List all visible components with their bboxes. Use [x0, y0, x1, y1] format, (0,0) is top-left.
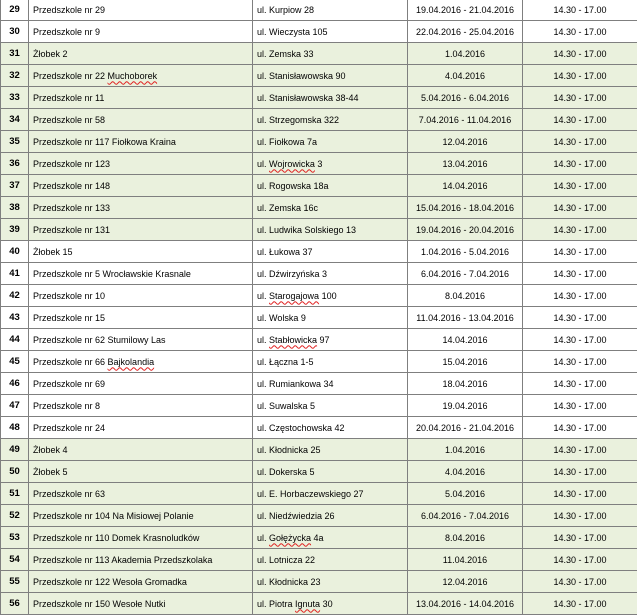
duty-dates: 13.04.2016 - 14.04.2016	[408, 593, 523, 615]
spellcheck-marked-word: Stabłowicka	[269, 334, 318, 345]
facility-address: ul. Wolska 9	[253, 307, 408, 329]
table-row	[1, 373, 637, 395]
facility-name: Przedszkole nr 58	[29, 109, 253, 131]
row-number: 51	[1, 483, 29, 505]
facility-name: Przedszkole nr 24	[29, 417, 253, 439]
facility-address: ul. E. Horbaczewskiego 27	[253, 483, 408, 505]
facility-address: ul. Rumiankowa 34	[253, 373, 408, 395]
row-number: 40	[1, 241, 29, 263]
schedule-table-body	[1, 0, 637, 615]
facility-name: Żłobek 5	[29, 461, 253, 483]
duty-hours: 14.30 - 17.00	[523, 153, 637, 175]
duty-hours: 14.30 - 17.00	[523, 483, 637, 505]
table-row	[1, 109, 637, 131]
duty-hours: 14.30 - 17.00	[523, 373, 637, 395]
table-row	[1, 571, 637, 593]
row-number: 43	[1, 307, 29, 329]
duty-dates: 6.04.2016 - 7.04.2016	[408, 263, 523, 285]
facility-address: ul. Kłodnicka 25	[253, 439, 408, 461]
table-row	[1, 175, 637, 197]
facility-name: Żłobek 4	[29, 439, 253, 461]
facility-name: Przedszkole nr 123	[29, 153, 253, 175]
facility-name: Przedszkole nr 22 Muchoborek	[29, 65, 253, 87]
facility-address: ul. Niedźwiedzia 26	[253, 505, 408, 527]
duty-hours: 14.30 - 17.00	[523, 505, 637, 527]
duty-hours: 14.30 - 17.00	[523, 241, 637, 263]
duty-hours: 14.30 - 17.00	[523, 21, 637, 43]
duty-dates: 7.04.2016 - 11.04.2016	[408, 109, 523, 131]
duty-dates: 1.04.2016 - 5.04.2016	[408, 241, 523, 263]
facility-name: Przedszkole nr 5 Wrocławskie Krasnale	[29, 263, 253, 285]
row-number: 50	[1, 461, 29, 483]
facility-name: Przedszkole nr 122 Wesoła Gromadka	[29, 571, 253, 593]
facility-name: Przedszkole nr 117 Fiołkowa Kraina	[29, 131, 253, 153]
table-row	[1, 219, 637, 241]
duty-hours: 14.30 - 17.00	[523, 87, 637, 109]
spellcheck-marked-word: Wojrowicka	[269, 158, 315, 169]
table-row	[1, 351, 637, 373]
row-number: 34	[1, 109, 29, 131]
facility-address: ul. Starogajowa 100	[253, 285, 408, 307]
duty-hours: 14.30 - 17.00	[523, 593, 637, 615]
table-row	[1, 131, 637, 153]
row-number: 48	[1, 417, 29, 439]
row-number: 52	[1, 505, 29, 527]
table-row	[1, 461, 637, 483]
table-row	[1, 593, 637, 615]
duty-dates: 15.04.2016	[408, 351, 523, 373]
duty-dates: 19.04.2016 - 21.04.2016	[408, 0, 523, 21]
duty-dates: 12.04.2016	[408, 131, 523, 153]
facility-address: ul. Zemska 33	[253, 43, 408, 65]
duty-hours: 14.30 - 17.00	[523, 0, 637, 21]
table-row	[1, 505, 637, 527]
duty-hours: 14.30 - 17.00	[523, 175, 637, 197]
duty-hours: 14.30 - 17.00	[523, 285, 637, 307]
row-number: 39	[1, 219, 29, 241]
table-row	[1, 197, 637, 219]
duty-hours: 14.30 - 17.00	[523, 571, 637, 593]
duty-hours: 14.30 - 17.00	[523, 43, 637, 65]
row-number: 53	[1, 527, 29, 549]
row-number: 29	[1, 0, 29, 21]
duty-dates: 8.04.2016	[408, 527, 523, 549]
row-number: 54	[1, 549, 29, 571]
table-row	[1, 395, 637, 417]
duty-dates: 13.04.2016	[408, 153, 523, 175]
row-number: 49	[1, 439, 29, 461]
row-number: 45	[1, 351, 29, 373]
row-number: 47	[1, 395, 29, 417]
facility-name: Przedszkole nr 8	[29, 395, 253, 417]
duty-hours: 14.30 - 17.00	[523, 219, 637, 241]
table-row	[1, 483, 637, 505]
duty-dates: 19.04.2016	[408, 395, 523, 417]
duty-hours: 14.30 - 17.00	[523, 109, 637, 131]
facility-name: Przedszkole nr 104 Na Misiowej Polanie	[29, 505, 253, 527]
duty-hours: 14.30 - 17.00	[523, 351, 637, 373]
duty-dates: 15.04.2016 - 18.04.2016	[408, 197, 523, 219]
row-number: 31	[1, 43, 29, 65]
facility-address: ul. Stanisławowska 90	[253, 65, 408, 87]
duty-dates: 4.04.2016	[408, 65, 523, 87]
facility-name: Żłobek 2	[29, 43, 253, 65]
facility-address: ul. Stabłowicka 97	[253, 329, 408, 351]
facility-address: ul. Zemska 16c	[253, 197, 408, 219]
duty-hours: 14.30 - 17.00	[523, 131, 637, 153]
table-row	[1, 329, 637, 351]
duty-dates: 20.04.2016 - 21.04.2016	[408, 417, 523, 439]
spellcheck-marked-word: Muchoborek	[107, 70, 158, 81]
facility-address: ul. Dźwirzyńska 3	[253, 263, 408, 285]
duty-dates: 5.04.2016	[408, 483, 523, 505]
duty-dates: 1.04.2016	[408, 43, 523, 65]
facility-address: ul. Dokerska 5	[253, 461, 408, 483]
table-row	[1, 307, 637, 329]
row-number: 41	[1, 263, 29, 285]
facility-name: Przedszkole nr 10	[29, 285, 253, 307]
spellcheck-marked-word: Starogajowa	[269, 290, 320, 301]
facility-address: ul. Ludwika Solskiego 13	[253, 219, 408, 241]
duty-hours: 14.30 - 17.00	[523, 307, 637, 329]
facility-address: ul. Fiołkowa 7a	[253, 131, 408, 153]
duty-dates: 4.04.2016	[408, 461, 523, 483]
row-number: 33	[1, 87, 29, 109]
facility-address: ul. Częstochowska 42	[253, 417, 408, 439]
table-row	[1, 439, 637, 461]
duty-dates: 14.04.2016	[408, 329, 523, 351]
facility-name: Przedszkole nr 133	[29, 197, 253, 219]
row-number: 36	[1, 153, 29, 175]
facility-address: ul. Wieczysta 105	[253, 21, 408, 43]
spellcheck-marked-word: Ignuta	[295, 598, 321, 609]
table-row	[1, 153, 637, 175]
row-number: 55	[1, 571, 29, 593]
duty-hours: 14.30 - 17.00	[523, 395, 637, 417]
facility-name: Przedszkole nr 113 Akademia Przedszkolaka	[29, 549, 253, 571]
facility-address: ul. Lotnicza 22	[253, 549, 408, 571]
duty-dates: 11.04.2016	[408, 549, 523, 571]
table-row	[1, 0, 637, 21]
row-number: 30	[1, 21, 29, 43]
row-number: 56	[1, 593, 29, 615]
row-number: 32	[1, 65, 29, 87]
facility-address: ul. Kurpiow 28	[253, 0, 408, 21]
row-number: 42	[1, 285, 29, 307]
duty-dates: 6.04.2016 - 7.04.2016	[408, 505, 523, 527]
facility-name: Przedszkole nr 29	[29, 0, 253, 21]
facility-address: ul. Łączna 1-5	[253, 351, 408, 373]
facility-address: ul. Piotra Ignuta 30	[253, 593, 408, 615]
duty-hours: 14.30 - 17.00	[523, 263, 637, 285]
facility-name: Przedszkole nr 15	[29, 307, 253, 329]
facility-name: Przedszkole nr 11	[29, 87, 253, 109]
table-row	[1, 43, 637, 65]
duty-hours: 14.30 - 17.00	[523, 527, 637, 549]
facility-address: ul. Stanisławowska 38-44	[253, 87, 408, 109]
duty-dates: 22.04.2016 - 25.04.2016	[408, 21, 523, 43]
facility-name: Przedszkole nr 9	[29, 21, 253, 43]
table-row	[1, 263, 637, 285]
duty-dates: 19.04.2016 - 20.04.2016	[408, 219, 523, 241]
facility-address: ul. Rogowska 18a	[253, 175, 408, 197]
duty-hours: 14.30 - 17.00	[523, 329, 637, 351]
table-row	[1, 241, 637, 263]
facility-name: Przedszkole nr 63	[29, 483, 253, 505]
table-row	[1, 527, 637, 549]
table-row	[1, 87, 637, 109]
duty-hours: 14.30 - 17.00	[523, 65, 637, 87]
facility-address: ul. Strzegomska 322	[253, 109, 408, 131]
row-number: 35	[1, 131, 29, 153]
facility-name: Przedszkole nr 62 Stumilowy Las	[29, 329, 253, 351]
duty-hours: 14.30 - 17.00	[523, 417, 637, 439]
table-row	[1, 417, 637, 439]
duty-hours: 14.30 - 17.00	[523, 197, 637, 219]
facility-name: Przedszkole nr 69	[29, 373, 253, 395]
duty-dates: 8.04.2016	[408, 285, 523, 307]
facility-address: ul. Wojrowicka 3	[253, 153, 408, 175]
duty-dates: 12.04.2016	[408, 571, 523, 593]
facility-address: ul. Kłodnicka 23	[253, 571, 408, 593]
facility-name: Przedszkole nr 110 Domek Krasnoludków	[29, 527, 253, 549]
duty-dates: 18.04.2016	[408, 373, 523, 395]
facility-address: ul. Suwalska 5	[253, 395, 408, 417]
spellcheck-marked-word: Bajkolandia	[107, 356, 155, 367]
facility-address: ul. Gołężycka 4a	[253, 527, 408, 549]
duty-hours: 14.30 - 17.00	[523, 549, 637, 571]
facility-name: Przedszkole nr 150 Wesołe Nutki	[29, 593, 253, 615]
facility-name: Przedszkole nr 66 Bajkolandia	[29, 351, 253, 373]
table-row	[1, 549, 637, 571]
duty-hours: 14.30 - 17.00	[523, 461, 637, 483]
duty-dates: 11.04.2016 - 13.04.2016	[408, 307, 523, 329]
row-number: 37	[1, 175, 29, 197]
table-row	[1, 285, 637, 307]
table-row	[1, 65, 637, 87]
duty-hours: 14.30 - 17.00	[523, 439, 637, 461]
facility-address: ul. Łukowa 37	[253, 241, 408, 263]
duty-dates: 5.04.2016 - 6.04.2016	[408, 87, 523, 109]
duty-dates: 14.04.2016	[408, 175, 523, 197]
spellcheck-marked-word: Gołężycka	[269, 532, 312, 543]
table-row	[1, 21, 637, 43]
facility-name: Żłobek 15	[29, 241, 253, 263]
row-number: 38	[1, 197, 29, 219]
row-number: 44	[1, 329, 29, 351]
row-number: 46	[1, 373, 29, 395]
facility-name: Przedszkole nr 148	[29, 175, 253, 197]
duty-dates: 1.04.2016	[408, 439, 523, 461]
facility-name: Przedszkole nr 131	[29, 219, 253, 241]
